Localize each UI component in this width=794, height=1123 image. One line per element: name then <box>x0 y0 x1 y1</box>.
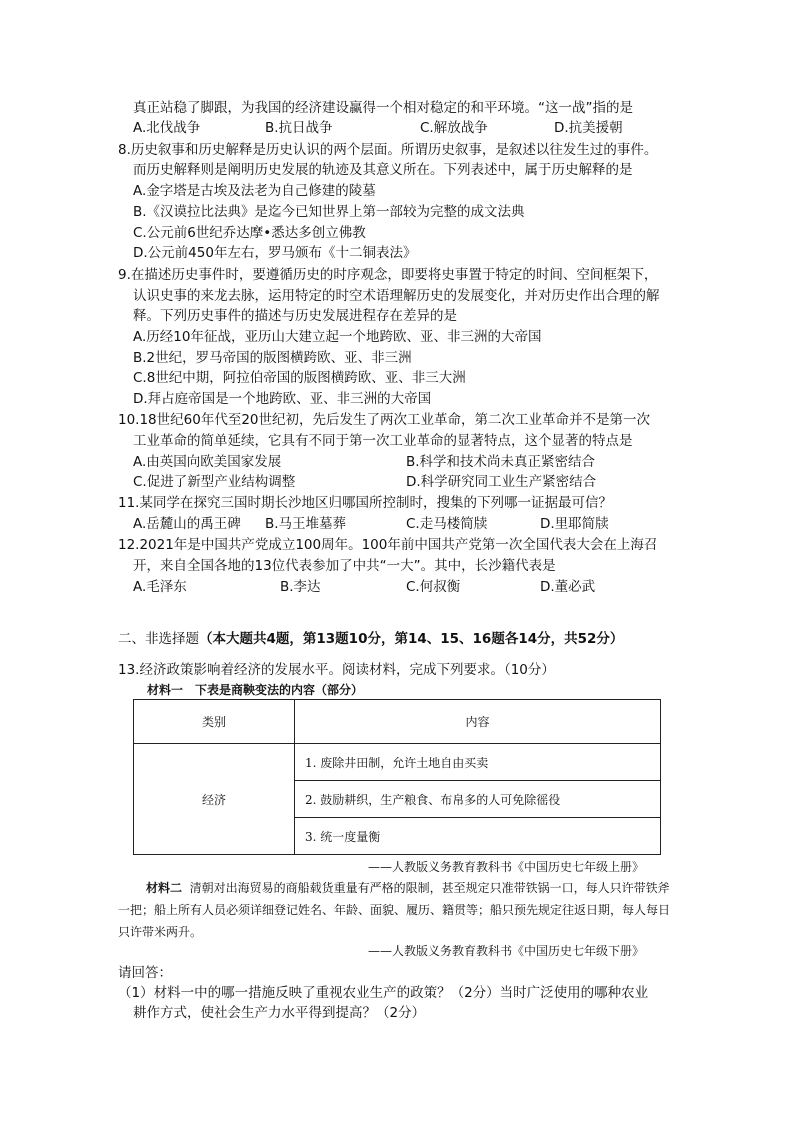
q9-stem-3: 释。下列历史事件的描述与历史发展进程存在差异的是 <box>133 308 457 324</box>
q11-stem: 11.某同学在探究三国时期长沙地区归哪国所控制时，搜集的下列哪一证据最可信？ <box>118 495 612 511</box>
q7-stem: 真正站稳了脚跟，为我国的经济建设赢得一个相对稳定的和平环境。“这一战”指的是 <box>133 100 633 116</box>
q7-option-a: A.北伐战争 <box>133 120 201 136</box>
q10-option-a: A.由英国向欧美国家发展 <box>133 454 282 470</box>
q12-option-d: D.董必武 <box>540 579 596 595</box>
q10-stem-1: 10.18世纪60年代至20世纪初，先后发生了两次工业革命，第二次工业革命并不是第一次 <box>118 412 651 428</box>
table-item-2: 2. 鼓励耕织，生产粮食、布帛多的人可免除徭役 <box>295 781 661 818</box>
q11-option-d: D.里耶简牍 <box>540 516 609 532</box>
material1-source: ——人教版义务教育教科书《中国历史七年级上册》 <box>368 860 645 874</box>
q11-option-a: A.岳麓山的禹王碑 <box>133 516 241 532</box>
q9-option-a: A.历经10年征战，亚历山大建立起一个地跨欧、亚、非三洲的大帝国 <box>133 329 542 345</box>
material1-caption: 材料一 下表是商鞅变法的内容（部分） <box>147 683 364 697</box>
q10-option-c: C.促进了新型产业结构调整 <box>133 474 296 490</box>
q8-option-c: C.公元前6世纪乔达摩•悉达多创立佛教 <box>133 225 366 241</box>
q8-option-a: A.金字塔是古埃及法老为自己修建的陵墓 <box>133 183 376 199</box>
q12-option-b: B.李达 <box>280 579 321 595</box>
material2-text: 清朝对出海贸易的商船载货重量有严格的限制，甚至规定只准带铁锅一口，每人只许带铁斧一把；船上所有人员必须详细登记姓名、年龄、面貌、履历、籍贯等；船只预先规定往返日期，每人每日只许带米两升。 <box>118 881 671 939</box>
table-header-category: 类别 <box>134 700 295 744</box>
table-item-1: 1. 废除井田制，允许土地自由买卖 <box>295 744 661 781</box>
sub-question-1-line-1: （1）材料一中的哪一措施反映了重视农业生产的政策？（2分）当时广泛使用的哪种农业 <box>118 985 649 1001</box>
table-header-row <box>134 700 661 744</box>
material2-title: 材料二 <box>146 881 183 895</box>
section-detail: （本大题共4题，第13题10分，第14、15、16题各14分，共52分） <box>199 631 624 647</box>
q7-option-c: C.解放战争 <box>420 120 488 136</box>
q13-stem: 13.经济政策影响着经济的发展水平。阅读材料，完成下列要求。（10分） <box>118 662 555 678</box>
q10-stem-2: 工业革命的简单延续，它具有不同于第一次工业革命的显著特点，这个显著的特点是 <box>133 433 633 449</box>
q11-option-c: C.走马楼简牍 <box>406 516 488 532</box>
q11-option-b: B.马王堆墓葬 <box>265 516 347 532</box>
q9-option-d: D.拜占庭帝国是一个地跨欧、亚、非三洲的大帝国 <box>133 391 432 407</box>
material2-block <box>118 877 674 943</box>
q12-stem-2: 开，来自全国各地的13位代表参加了中共“一大”。其中，长沙籍代表是 <box>133 558 556 574</box>
q10-option-d: D.科学研究同工业生产紧密结合 <box>406 474 597 490</box>
q8-stem-1: 8.历史叙事和历史解释是历史认识的两个层面。所谓历史叙事，是叙述以往发生过的事件。 <box>118 142 658 158</box>
reform-table <box>133 699 661 855</box>
section-heading <box>118 629 623 649</box>
q7-option-d: D.抗美援朝 <box>554 120 623 136</box>
q9-stem-1: 9.在描述历史事件时，要遵循历史的时序观念，即要将史事置于特定的时间、空间框架下， <box>118 267 658 283</box>
q9-option-c: C.8世纪中期，阿拉伯帝国的版图横跨欧、亚、非三大洲 <box>133 370 466 386</box>
q8-option-b: B.《汉谟拉比法典》是迄今已知世界上第一部较为完整的成文法典 <box>133 204 525 220</box>
q12-option-c: C.何叔衡 <box>406 579 461 595</box>
table-item-3: 3. 统一度量衡 <box>295 818 661 855</box>
answer-prompt: 请回答： <box>118 965 172 981</box>
sub-question-1-line-2: 耕作方式，使社会生产力水平得到提高？（2分） <box>133 1005 426 1021</box>
table-category-cell: 经济 <box>134 744 295 855</box>
q9-option-b: B.2世纪，罗马帝国的版图横跨欧、亚、非三洲 <box>133 350 412 366</box>
q7-option-b: B.抗日战争 <box>265 120 333 136</box>
q10-option-b: B.科学和技术尚未真正紧密结合 <box>406 454 596 470</box>
section-label: 二、非选择题 <box>118 631 199 647</box>
table-row <box>134 744 661 781</box>
q8-option-d: D.公元前450年左右，罗马颁布《十二铜表法》 <box>133 245 417 261</box>
q8-stem-2: 而历史解释则是阐明历史发展的轨迹及其意义所在。下列表述中，属于历史解释的是 <box>133 162 633 178</box>
q12-option-a: A.毛泽东 <box>133 579 187 595</box>
material2-source: ——人教版义务教育教科书《中国历史七年级下册》 <box>368 944 645 958</box>
table-header-content: 内容 <box>295 700 661 744</box>
q9-stem-2: 认识史事的来龙去脉，运用特定的时空术语理解历史的发展变化，并对历史作出合理的解 <box>133 288 660 304</box>
q12-stem-1: 12.2021年是中国共产党成立100周年。100年前中国共产党第一次全国代表大会在上海召 <box>118 537 658 553</box>
